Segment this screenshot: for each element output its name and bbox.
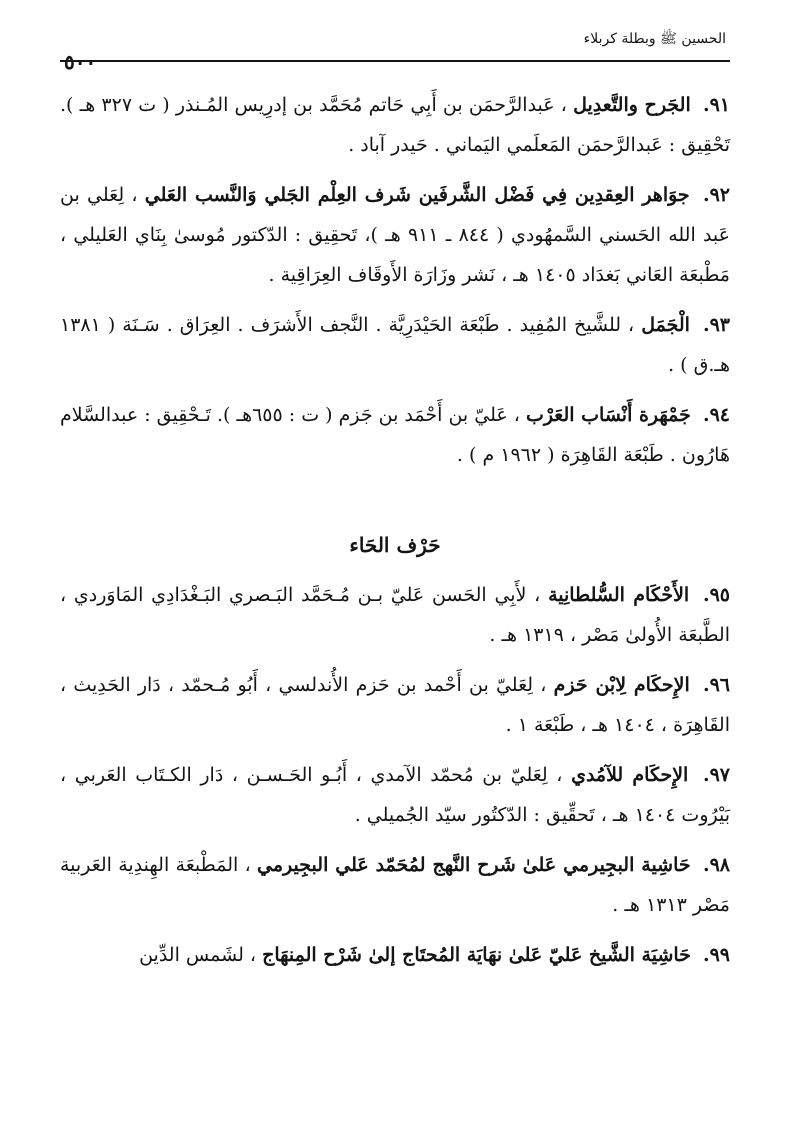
bibliography-list (60, 85, 730, 985)
entry-title: جوَاهر العِقدِين فِي فَضْل الشَّرفَين شَرف العِلْم الجَلي وَالنَّسب العَلي (144, 184, 690, 206)
entry-title: جَمْهَرة أَنْسَاب العَرْب (525, 404, 691, 426)
entry-text: ، لِعَليّ بن مُحمّد الآمدي ، أَبُـو الحَـسـن ، دَار الكـتَاب العَربي ، بَيْرُوت ١٤٠٤ هـ ، تَحقِّيق : الدّكتُور سيّد الجُميلي . (60, 764, 730, 826)
entry-number: ٩٥. (702, 584, 730, 606)
entry-text: ، لشَمس الدِّين (139, 944, 257, 966)
section-heading: حَرْف الحَاء (349, 533, 441, 557)
entry-number: ٩١. (702, 94, 730, 116)
entry-title: الإِحكَام لِابْن حَزم (553, 674, 690, 696)
page-header (60, 28, 730, 74)
entry-number: ٩٤. (702, 404, 730, 426)
entry-title: الجَرح والتَّعدِيل (573, 94, 691, 116)
entry-title: حَاشِيَة الشَّيخ عَليّ عَلىٰ نهَايَة المُحتَاج إلىٰ شَرْح المِنهَاج (262, 944, 691, 966)
bibliography-entry-93 (60, 305, 730, 385)
entry-number: ٩٦. (702, 674, 731, 696)
running-title: الحسين ﷺ وبطلة كربلاء (583, 31, 726, 47)
entry-title: الإِحكَام للآمُدي (571, 764, 689, 786)
entry-number: ٩٣. (702, 314, 730, 336)
bibliography-entry-99 (60, 935, 730, 975)
entry-title: الأَحْكَام السُّلطانِية (548, 584, 690, 606)
document-page (60, 0, 730, 1126)
header-rule (60, 60, 730, 62)
entry-text: ، لأَبِي الحَسن عَليّ بـن مُـحَمَّد البَـصري البَـغْدَادِي المَاوَردي ، الطَّبعَة الأُولىٰ مَصْر ، ١٣١٩ هـ . (60, 584, 730, 646)
entry-text: ، لِعَلي بن عَبد الله الحَسني السَّمهُودي ( ٨٤٤ ـ ٩١١ هـ )، تَحقِيق : الدّكتور مُوسىٰ بِنَاي العَليلي ، مَطْبعَة العَاني بَغدَاد ١٤٠٥ هـ ، نَشر وزَارَة الأَوقَاف العِرَاقِية . (60, 184, 730, 286)
bibliography-entry-92 (60, 175, 730, 295)
entry-number: ٩٧. (702, 764, 730, 786)
entry-text: ، المَطْبعَة الهِندِية العَربية مَصْر ١٣١٣ هـ . (60, 854, 730, 916)
entry-text: ، عَليّ بن أَحْمَد بن جَزم ( ت : ٦٥٥هـ ). تَـحْقِيق : عبدالسَّلام هَارُون . طَبْعَة القَاهِرَة ( ١٩٦٢ م ) . (60, 404, 730, 466)
entry-number: ٩٨. (702, 854, 730, 876)
entry-text: ، للشَّيخ المُفِيد . طَبْعَة الحَيْدَرِيَّة . النَّجف الأَشرَف . العِرَاق . سَـنَة ( ١٣٨١ هـ.ق ) . (60, 314, 730, 376)
page-number: ٥٠٠ (64, 50, 97, 74)
entry-number: ٩٢. (702, 184, 730, 206)
entry-title: حَاشِية البجِيرمي عَلىٰ شَرح النَّهج لمُحَمّد عَلي البجِيرمي (257, 854, 691, 876)
entry-number: ٩٩. (702, 944, 730, 966)
bibliography-entry-91 (60, 85, 730, 165)
bibliography-entry-95 (60, 575, 730, 655)
bibliography-entry-96 (60, 665, 730, 745)
entry-text: ، لِعَليّ بن أَحْمد بن حَزم الأُندلسي ، أَبُو مُـحمّد ، دَار الحَدِيث ، القَاهِرَة ، ١٤٠٤ هـ ، طَبْعَة ١ . (60, 674, 730, 736)
bibliography-entry-98 (60, 845, 730, 925)
entry-title: الْجَمَل (641, 314, 690, 336)
bibliography-entry-97 (60, 755, 730, 835)
bibliography-entry-94 (60, 395, 730, 475)
entry-text: ، عَبدالرَّحمَن بن أَبِي حَاتم مُحَمَّد بن إدرِيس المُـنذر ( ت ٣٢٧ هـ ). تَحْقِيق : عَبدالرَّحمَن المَعلَمي اليَماني . حَيدر آباد . (60, 94, 730, 156)
